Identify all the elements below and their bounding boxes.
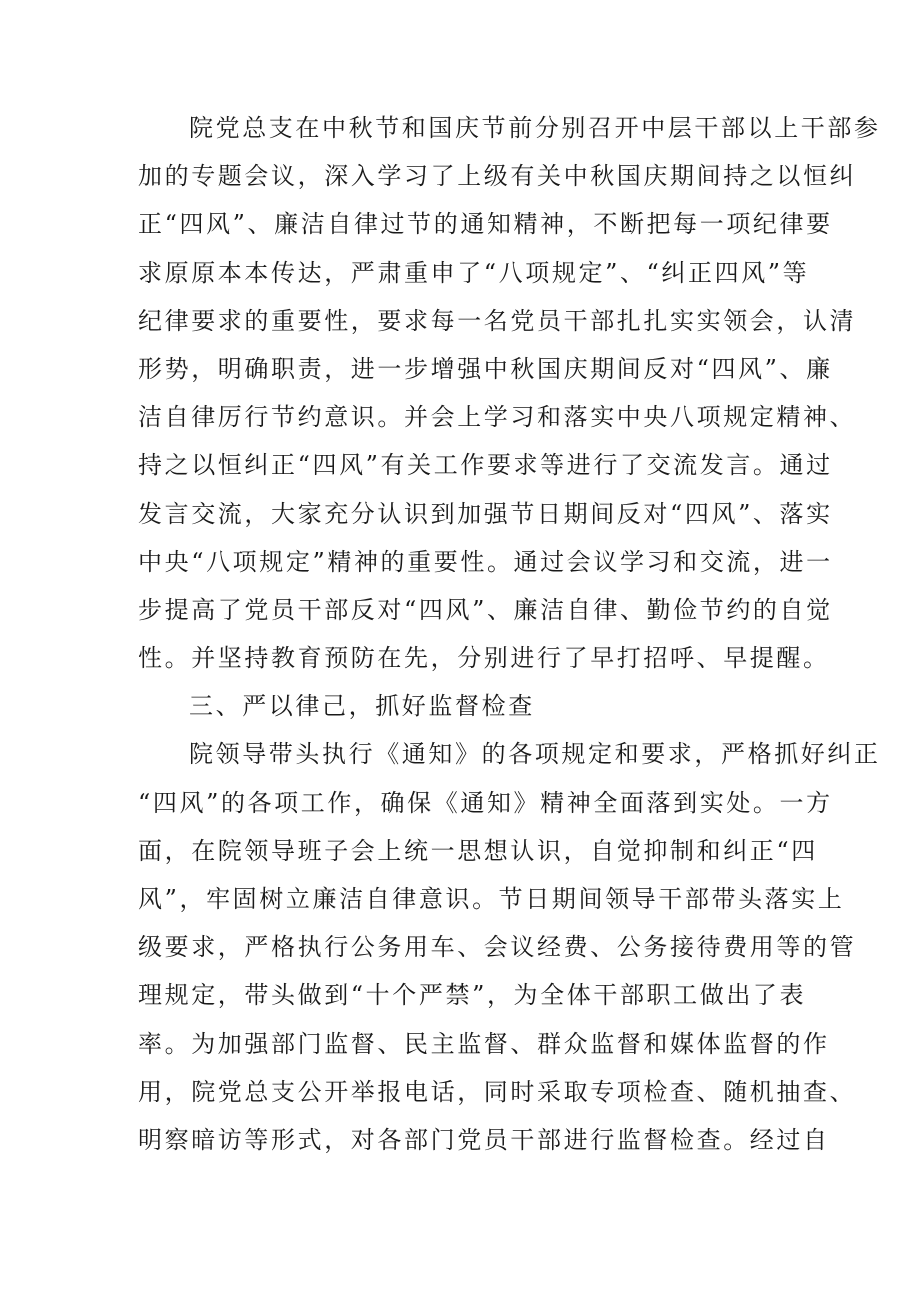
paragraph-2-line-1: 院领导带头执行《通知》的各项规定和要求，严格抓好纠正 [189, 740, 881, 769]
paragraph-1-line-9: 发言交流，大家充分认识到加强节日期间反对“四风”、落实 [138, 499, 833, 528]
paragraph-1-line-7: 洁自律厉行节约意识。并会上学习和落实中央八项规定精神、 [138, 403, 857, 432]
paragraph-2-line-5: 级要求，严格执行公务用车、会议经费、公务接待费用等的管 [138, 933, 857, 962]
paragraph-2-line-9: 明察暗访等形式，对各部门党员干部进行监督检查。经过自 [138, 1125, 830, 1154]
paragraph-1-line-6: 形势，明确职责，进一步增强中秋国庆期间反对“四风”、廉 [138, 354, 833, 383]
section-heading: 三、严以律己，抓好监督检查 [189, 692, 535, 721]
paragraph-2-line-3: 面，在院领导班子会上统一思想认识，自觉抑制和纠正“四 [138, 836, 818, 865]
paragraph-1-line-12: 性。并坚持教育预防在先，分别进行了早打招呼、早提醒。 [138, 644, 830, 673]
paragraph-2-line-8: 用，院党总支公开举报电话，同时采取专项检查、随机抽查、 [138, 1077, 857, 1106]
paragraph-2-line-4: 风”，牢固树立廉洁自律意识。节日期间领导干部带头落实上 [138, 885, 845, 913]
paragraph-1-line-5: 纪律要求的重要性，要求每一名党员干部扎扎实实领会，认清 [138, 306, 857, 335]
paragraph-1-line-11: 步提高了党员干部反对“四风”、廉洁自律、勤俭节约的自觉 [138, 595, 833, 624]
paragraph-1-line-1: 院党总支在中秋节和国庆节前分别召开中层干部以上干部参 [189, 114, 881, 142]
paragraph-1-line-10: 中央“八项规定”精神的重要性。通过会议学习和交流，进一 [138, 547, 833, 576]
paragraph-1-line-4: 求原原本本传达，严肃重申了“八项规定”、“纠正四风”等 [138, 258, 810, 287]
paragraph-1-line-3: 正“四风”、廉洁自律过节的通知精神，不断把每一项纪律要 [138, 210, 833, 239]
paragraph-2-line-6: 理规定，带头做到“十个严禁”，为全体干部职工做出了表 [138, 981, 807, 1010]
paragraph-2-line-7: 率。为加强部门监督、民主监督、群众监督和媒体监督的作 [138, 1029, 830, 1058]
paragraph-1-line-2: 加的专题会议，深入学习了上级有关中秋国庆期间持之以恒纠 [138, 162, 857, 191]
paragraph-2-line-2: “四风”的各项工作，确保《通知》精神全面落到实处。一方 [138, 788, 833, 817]
paragraph-1-line-8: 持之以恒纠正“四风”有关工作要求等进行了交流发言。通过 [138, 451, 833, 480]
document-body [138, 104, 881, 1164]
